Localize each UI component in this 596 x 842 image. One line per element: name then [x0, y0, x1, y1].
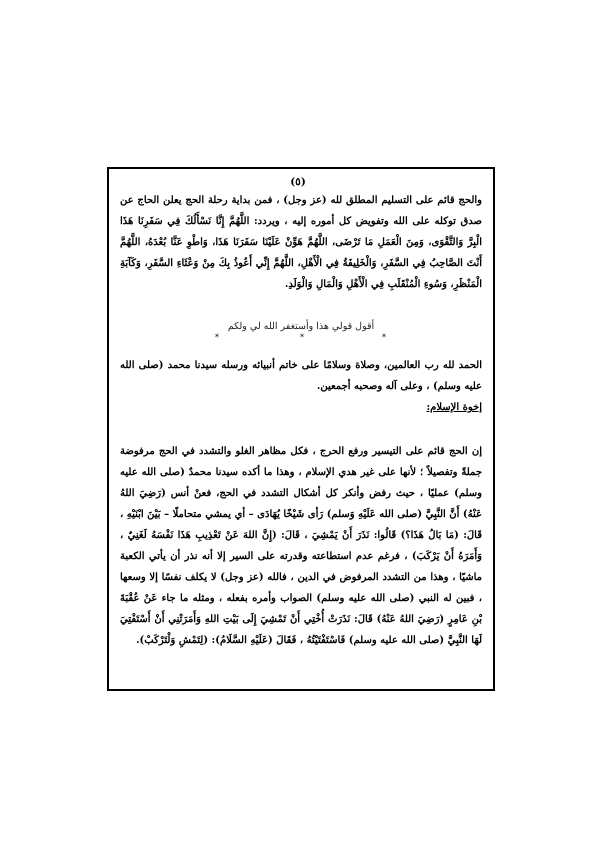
paragraph-text: إن الحج قائم على التيسير ورفع الحرج ، فكل مظاهر الغلو والتشدد في الحج مرفوضة جملةً وتفصيلاً ؛ لأنها على غير هدي الإسلام ، وهذا ما أكده سيدنا محمدٌ (صلى الله عليه وسلم) عمليًا ، حيث رفض وأنكر كل أشكال التشدد في الحج، فعنْ أنس (رَضِيَ اللهُ عَنْهُ) أَنَّ النَّبِيَّ (صلى الله عَلَيْهِ وَسلم) رَأى شَيْخًا يُهَادَى – أي يمشي متحاملًا – بَيْنَ ابْنَيْهِ ، قَالَ: (مَا بَالُ هَذَا؟) قَالُوا: نَذَرَ أَنْ يَمْشِيَ ، قَالَ: (إِنَّ اللهَ عَنْ تَعْذِيبِ هَذَا نَفْسَهُ لَغَنِيٌ ، وَأَمَرَهُ أَنْ يَرْكَبَ) ، فرغم عدم استطاعته وقدرته على السير إلا أنه نذر أن يأتي الكعبة ماشيًا ، وهذا من التشدد المرفوض في الدين ، فالله (عز وجل) لا يكلف نفسًا إلا وسعها ، فبين له النبي (صلى الله عليه وسلم) الصواب وأمره بفعله ، ومثله ما جاء عَنْ عُقْبَةَ بْنِ عَامِرٍ (رَضِيَ اللهُ عَنْهُ) قَالَ: نَذَرَتْ أُخْتِي أَنْ تَمْشِيَ إِلَى بَيْتِ اللهِ وَأَمَرَتْنِي أَنْ أَسْتَفْتِيَ لَهَا النَّبِيَّ (صلى الله عليه وسلم) فَاسْتَفْتَيْتُهُ ، فَقَالَ (عَلَيْهِ السَّلَامُ): (لِتَمْشِ وَلْتَرْكَبْ).	[120, 446, 482, 646]
page-number: (٥)	[290, 176, 306, 188]
separator-star: *	[382, 333, 386, 342]
separator-star: *	[215, 333, 219, 342]
paragraph-praise	[120, 355, 482, 418]
closing-formula: أقول قولي هذا وأستغفر الله لي ولكم	[227, 321, 375, 332]
separator-star: *	[300, 333, 304, 342]
paragraph-text: والحج قائم على التسليم المطلق لله (عز وجل) ، فمن بداية رحلة الحج يعلن الحاج عن صدق توكله على الله وتفويض كل أموره إليه ، ويردد: اللَّهُمَّ إِنَّا نَسْأَلُكَ فِي سَفَرِنَا هَذَا الْبِرَّ وَالتَّقْوَى، وَمِنَ الْعَمَلِ مَا تَرْضَى، اللَّهُمَّ هَوِّنْ عَلَيْنَا سَفَرَنَا هَذَا، وَاطْوِ عَنَّا بُعْدَهُ، اللَّهُمَّ أَنْتَ الصَّاحِبُ فِي السَّفَرِ، وَالْخَلِيفَةُ فِي الْأَهْلِ، اللَّهُمَّ إِنِّي أَعُوذُ بِكَ مِنْ وَعْثَاءِ السَّفَرِ، وَكَآبَةِ الْمَنْظَرِ، وَسُوءِ الْمُنْقَلَبِ فِي الْأَهْلِ وَالْمَالِ وَالْوَلَدِ.	[120, 195, 482, 290]
section-separator	[120, 334, 482, 344]
section-subheading: إخوة الإسلام:	[426, 402, 482, 413]
paragraph-hajj-submission	[120, 190, 482, 295]
paragraph-ease-in-hajj	[120, 441, 482, 651]
paragraph-text: الحمد لله رب العالمين، وصلاة وسلامًا على خاتم أنبيائه ورسله سيدنا محمد (صلى الله عليه وسلم) ، وعلى آله وصحبه أجمعين.	[120, 360, 482, 392]
